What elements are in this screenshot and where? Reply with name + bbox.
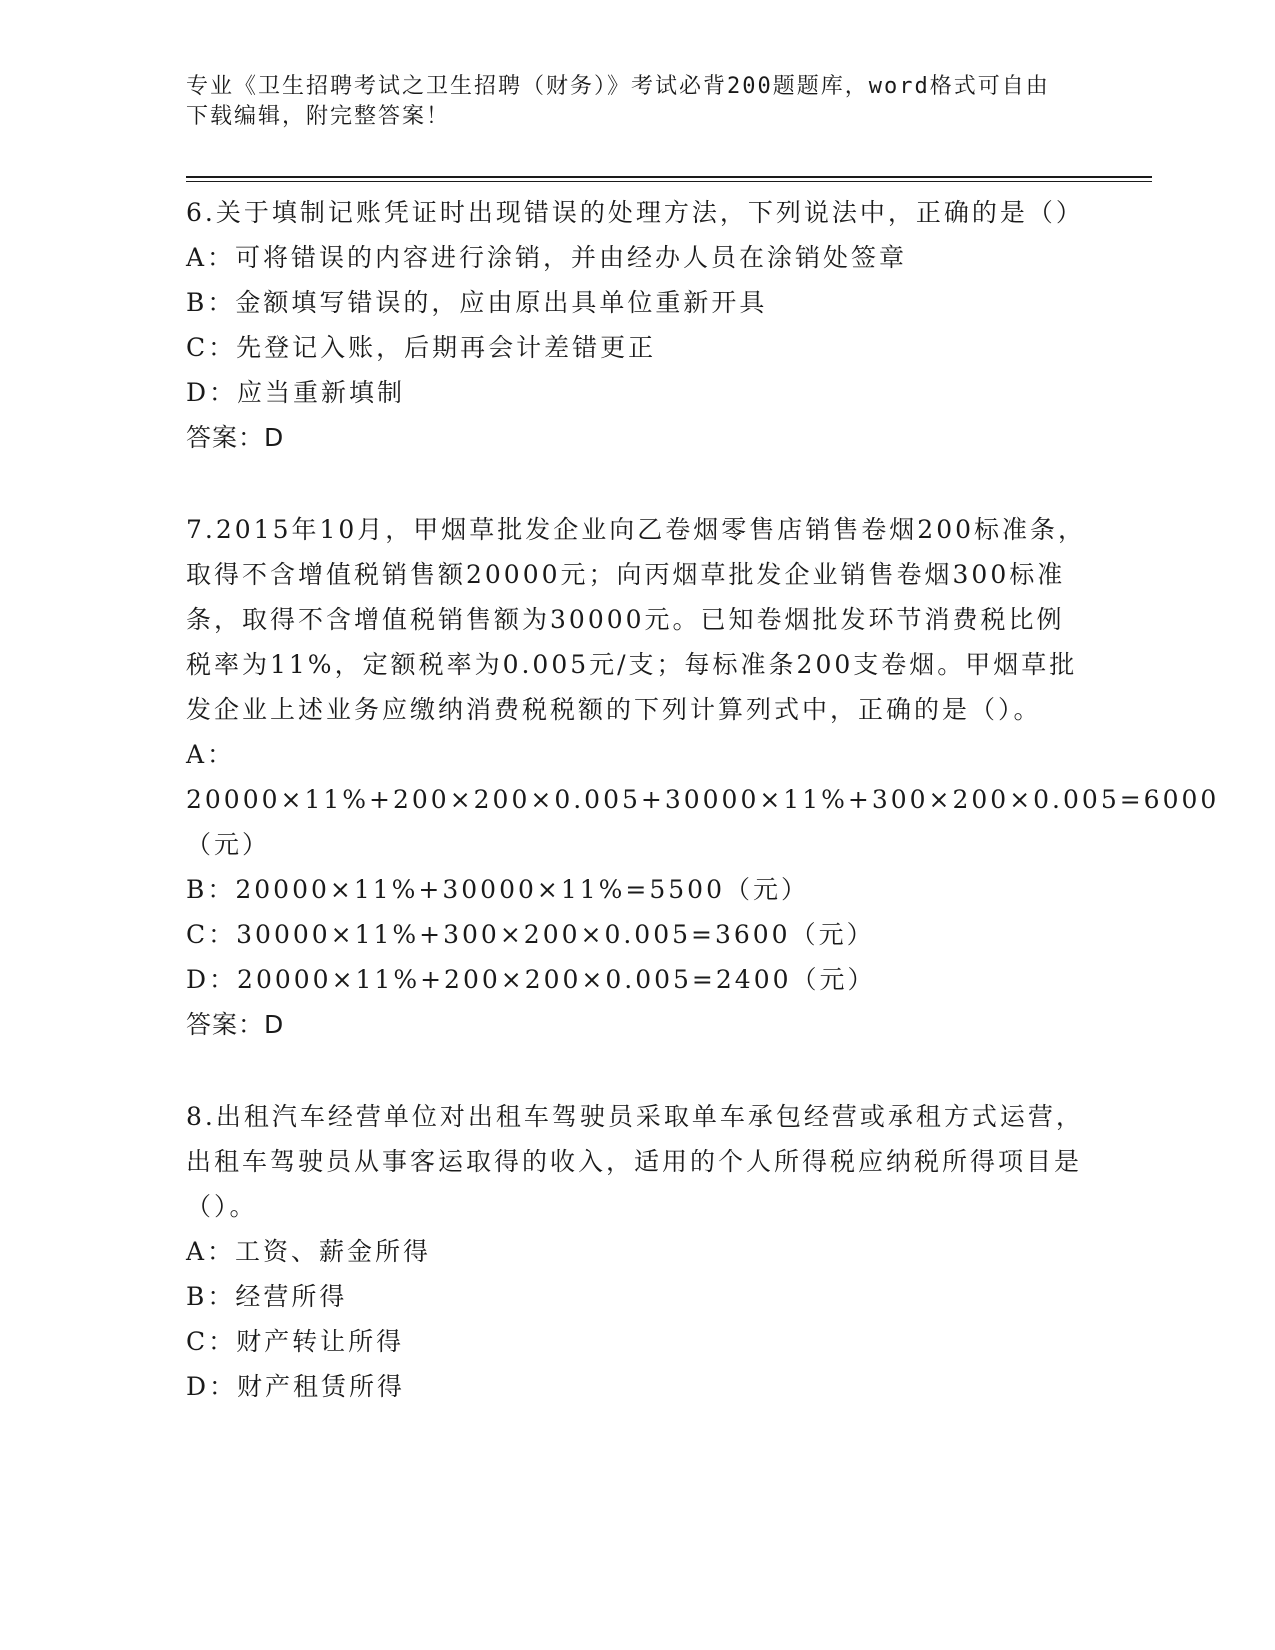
option-d: D：应当重新填制 xyxy=(186,378,406,407)
option-a: A：工资、薪金所得 xyxy=(186,1237,432,1266)
question-6 xyxy=(186,190,1086,460)
option-d: D：财产租赁所得 xyxy=(186,1372,406,1401)
question-list xyxy=(186,190,1220,1409)
question-stem: 8.出租汽车经营单位对出租车驾驶员采取单车承包经营或承租方式运营，出租车驾驶员从事客运取得的收入，适用的个人所得税应纳税所得项目是（）。 xyxy=(186,1102,1084,1221)
option-b: B：20000×11%+30000×11%=5500（元） xyxy=(186,875,809,904)
option-d: D：20000×11%+200×200×0.005=2400（元） xyxy=(186,965,876,994)
question-8 xyxy=(186,1094,1086,1409)
document-header: 专业《卫生招聘考试之卫生招聘（财务）》考试必背200题题库，word格式可自由下载编辑，附完整答案！ xyxy=(186,74,1050,129)
option-b: B：经营所得 xyxy=(186,1282,348,1311)
option-a: A：可将错误的内容进行涂销，并由经办人员在涂销处签章 xyxy=(186,243,908,272)
answer-label: 答案：D xyxy=(186,1010,285,1039)
question-stem: 7.2015年10月，甲烟草批发企业向乙卷烟零售店销售卷烟200标准条，取得不含增值税销售额20000元；向丙烟草批发企业销售卷烟300标准条，取得不含增值税销售额为30000元。已知卷烟批发环节消费税比例税率为11%，定额税率为0.005元/支；每标准条200支卷烟。甲烟草批发企业上述业务应缴纳消费税税额的下列计算列式中，正确的是（）。 xyxy=(186,515,1087,724)
option-b: B：金额填写错误的，应由原出具单位重新开具 xyxy=(186,288,768,317)
option-c: C：财产转让所得 xyxy=(186,1327,405,1356)
option-c: C：先登记入账，后期再会计差错更正 xyxy=(186,333,657,362)
question-7 xyxy=(186,507,1220,1047)
header-rule-thin xyxy=(186,181,1152,182)
question-stem: 6.关于填制记账凭证时出现错误的处理方法，下列说法中，正确的是（） xyxy=(186,198,1084,227)
answer-label: 答案：D xyxy=(186,423,285,452)
option-a: A：20000×11%+200×200×0.005+30000×11%+300×200×0.005=6000（元） xyxy=(186,740,1220,859)
header-rule-thick xyxy=(186,176,1152,178)
option-c: C：30000×11%+300×200×0.005=3600（元） xyxy=(186,920,875,949)
